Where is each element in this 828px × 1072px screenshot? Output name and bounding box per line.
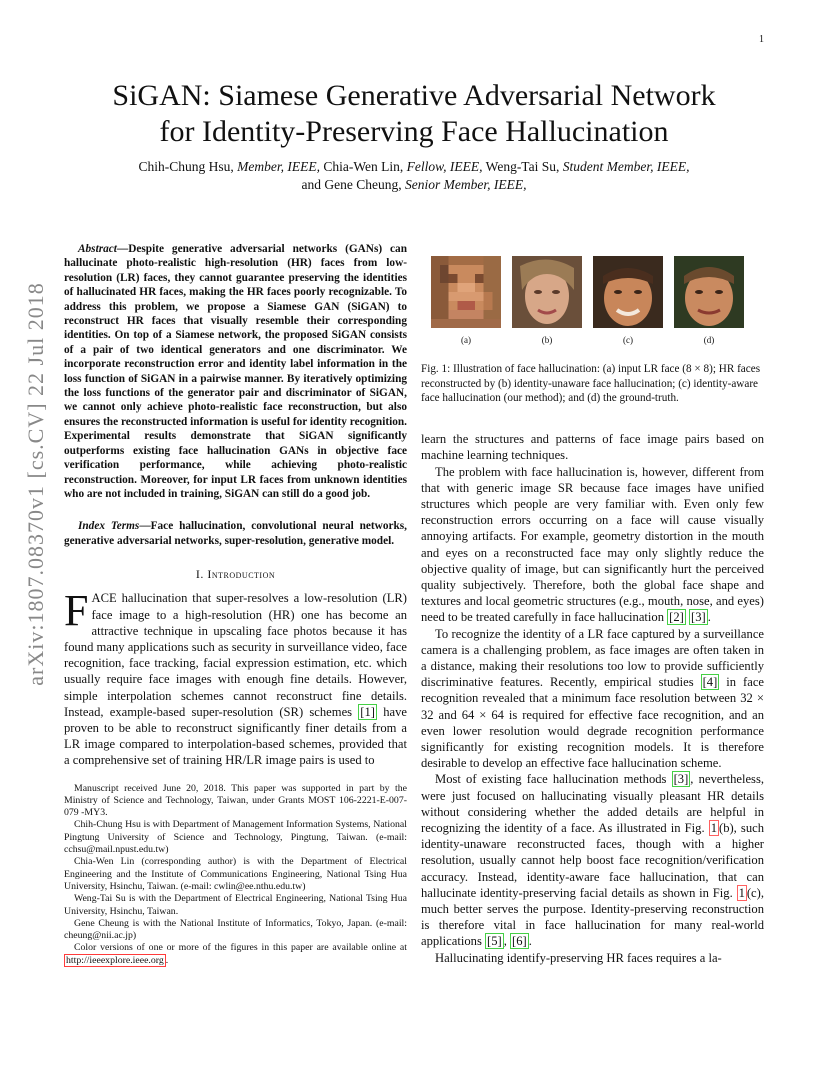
title-line-2: for Identity-Preserving Face Hallucination <box>159 115 669 148</box>
citation-link[interactable]: [5] <box>487 934 502 949</box>
citation-link[interactable]: [4] <box>702 675 718 690</box>
methods-text-2: , nevertheless, were just focused on hallucinating visually pleasant HR details without considering whether the added details are helpful in recognizing the identity of a face. As illustrated in Fig. <box>421 772 764 835</box>
footnote-author-4: Gene Cheung is with the National Institute of Informatics, Tokyo, Japan. (e-mail: cheung@nii.ac.jp) <box>64 917 407 942</box>
male-face-reconstructed-image <box>593 256 663 328</box>
footnote-author-1: Chih-Chung Hsu is with Department of Management Information Systems, National Pingtung University of Science and Technology, Pingtung, Taiwan. (e-mail: cchsu@mail.npust.edu.tw) <box>64 819 407 856</box>
face-c <box>593 256 663 348</box>
recognition-text-1: To recognize the identity of a LR face captured by a surveillance camera is a challenging problem, as face images are often taken in a distance, making their resolutions too low to provide sufficiently discriminative features. Recently, empirical studies <box>421 626 764 690</box>
paragraph-problem <box>421 464 764 626</box>
methods-end: . <box>528 934 532 949</box>
title-line-1: SiGAN: Siamese Generative Adversarial Network <box>112 79 716 112</box>
methods-text-1: Most of existing face hallucination methods <box>435 772 672 787</box>
author-1-role: Member, IEEE, <box>237 159 321 174</box>
citation-separator: , <box>503 934 510 949</box>
face-d <box>674 256 744 348</box>
figure-label-c: (c) <box>623 335 633 345</box>
citation-link[interactable]: [1] <box>360 704 375 719</box>
paper-title <box>0 78 828 150</box>
drop-cap: F <box>64 586 89 636</box>
paragraph-continuation: learn the structures and patterns of face image pairs based on machine learning techniques. <box>421 432 764 463</box>
author-4: and Gene Cheung, <box>301 177 405 192</box>
arxiv-id: arXiv:1807.08370v1 [cs.CV] 22 Jul 2018 <box>23 282 48 686</box>
footnote-manuscript: Manuscript received June 20, 2018. This paper was supported in part by the Ministry of Science and Technology, Taiwan, under Grants MOST 106-2221-E-007-079 -MY3. <box>64 782 407 819</box>
figure-link[interactable]: 1 <box>710 820 717 835</box>
figure-label-a: (a) <box>461 335 471 345</box>
left-column <box>64 242 407 967</box>
figure-link[interactable]: 1 <box>738 885 745 900</box>
methods-text-4: (c), much better serves the purpose. Identity-preserving reconstruction is therefore vital in face hallucination for many real-world applications <box>421 885 764 949</box>
caption-label: Fig. 1: <box>421 363 451 376</box>
arxiv-stamp <box>16 282 56 686</box>
paragraph-hallucinating: Hallucinating identify-preserving HR faces requires a la- <box>435 950 722 965</box>
section-title: Introduction <box>207 567 276 582</box>
author-2: Chia-Wen Lin, <box>320 159 407 174</box>
footnote-end: . <box>165 954 169 966</box>
problem-end: . <box>707 610 711 625</box>
footnote-color-versions <box>64 942 407 967</box>
section-heading-introduction <box>64 566 407 582</box>
footnote-author-3: Weng-Tai Su is with the Department of Electrical Engineering, National Tsing Hua University, Hsinchu, Taiwan. <box>64 893 407 917</box>
author-3: Weng-Tai Su, <box>482 159 563 174</box>
abstract <box>64 242 407 501</box>
face-b <box>512 256 582 348</box>
ieee-link[interactable]: http://ieeexplore.ieee.org <box>66 954 164 966</box>
citation-link[interactable]: [3] <box>673 772 689 787</box>
footnote-author-2: Chia-Wen Lin (corresponding author) is with the Department of Electrical Engineering and the Institute of Communications Engineering, National Tsing Hua University, Hsinchu, Taiwan. (e-mail: cwlin@ee.nthu.edu.tw) <box>64 856 407 892</box>
figure-1 <box>431 256 764 348</box>
paragraph-recognition <box>421 626 764 772</box>
intro-paragraph <box>64 586 407 768</box>
caption-text: Illustration of face hallucination: (a) input LR face (8 × 8); HR faces reconstructed by (b) identity-unaware face hallucination; (c) identity-aware face hallucination (our method); and (d) the ground-truth. <box>421 363 761 404</box>
section-number: I. <box>195 567 208 582</box>
methods-text-3: (b), such identity-unaware reconstructed faces, though with a higher resolution, usually cannot help boost face recognition/verification accuracy. Instead, identity-aware face hallucination, that can hallucinate identity-preserving facial details as shown in Fig. <box>421 820 764 900</box>
female-face-image <box>512 256 582 328</box>
footnote-color-text: Color versions of one or more of the figures in this paper are available online at <box>74 942 407 954</box>
index-terms <box>64 519 407 548</box>
author-2-role: Fellow, IEEE, <box>406 159 483 174</box>
author-1: Chih-Chung Hsu, <box>138 159 238 174</box>
footnotes <box>64 783 407 967</box>
author-3-role: Student Member, IEEE, <box>562 159 690 174</box>
citation-link[interactable]: [2] <box>669 610 684 625</box>
figure-label-d: (d) <box>703 335 715 345</box>
problem-text: The problem with face hallucination is, however, different from that with generic image SR because face images have unified structures which people are very familiar with. Even only few reconstruction errors occurring on a face will cause visually annoying artifacts. For example, geometry distortion in the mouth and eyes on a reconstructed face may only slightly reduce the objective quality of image, but can significantly hurt the perceived quality subjectively. Therefore, both the global face shape and textures and local geometric structures (e.g., mouth, nose, and eyes) need to be treated carefully in face hallucination <box>421 464 764 625</box>
male-face-ground-truth-image <box>674 256 744 328</box>
citation-link[interactable]: [6] <box>512 934 527 949</box>
figure-label-b: (b) <box>541 335 553 345</box>
face-a <box>431 256 501 348</box>
page-number: 1 <box>759 34 764 45</box>
paragraph-existing-methods <box>421 771 764 949</box>
figure-caption <box>421 362 764 405</box>
abstract-label: Abstract <box>78 243 117 255</box>
right-column <box>421 256 764 966</box>
index-terms-text: —Face hallucination, convolutional neural networks, generative adversarial networks, super-resolution, generative model. <box>64 520 407 547</box>
author-list <box>0 158 828 194</box>
abstract-text: —Despite generative adversarial networks (GANs) can hallucinate photo-realistic high-resolution (HR) faces from low-resolution (LR) faces, they cannot guarantee preserving the identities of hallucinated HR faces, making the HR faces poorly recognizable. To address this problem, we propose a Siamese GAN (SiGAN) to reconstruct HR faces that visually resemble their corresponding identities. On top of a Siamese network, the proposed SiGAN consists of a pair of two identical generators and one discriminator. We incorporate reconstruction error and identity label information in the loss function of SiGAN in a pairwise manner. By iteratively optimizing the loss functions of the generator pair and discriminator of SiGAN, we cannot only achieve photo-realistic face reconstruction, but also ensures the reconstructed information is useful for identity recognition. Experimental results demonstrate that SiGAN significantly outperforms existing face hallucination GANs in objective face verification performance, while achieving photo-realistic reconstruction. Moreover, for input LR faces from unknown identities who are not included in training, SiGAN can still do a good job. <box>64 243 407 500</box>
intro-text-2: have proven to be able to reconstruct significantly finer details from a LR image compared to interpolation-based schemes, provided that a comprehensive set of training HR/LR image pairs is used to <box>64 704 407 768</box>
author-4-role: Senior Member, IEEE, <box>405 177 527 192</box>
index-terms-label: Index Terms <box>78 520 140 533</box>
recognition-text-2: in face recognition revealed that a minimum face resolution between 32 × 32 and 64 × 64 is required for effective face recognition, and an even lower resolution would degrade recognition performance significantly for existing recognition models. It is therefore desirable to develop an effective face hallucination scheme. <box>421 675 765 771</box>
pixelated-face-image <box>431 256 501 328</box>
citation-link[interactable]: [3] <box>691 610 706 625</box>
intro-text-1: ACE hallucination that super-resolves a low-resolution (LR) face image to a high-resolution (HR) one has become an attractive technique in upscaling face photos because it has found many applications such as security in surveillance video, face recognition, face tracking, facial expression estimation, etc. which usually require face images with enough fine details. However, simple interpolation schemes cannot reconstruct fine details. Instead, example-based super-resolution (SR) schemes <box>64 591 407 719</box>
